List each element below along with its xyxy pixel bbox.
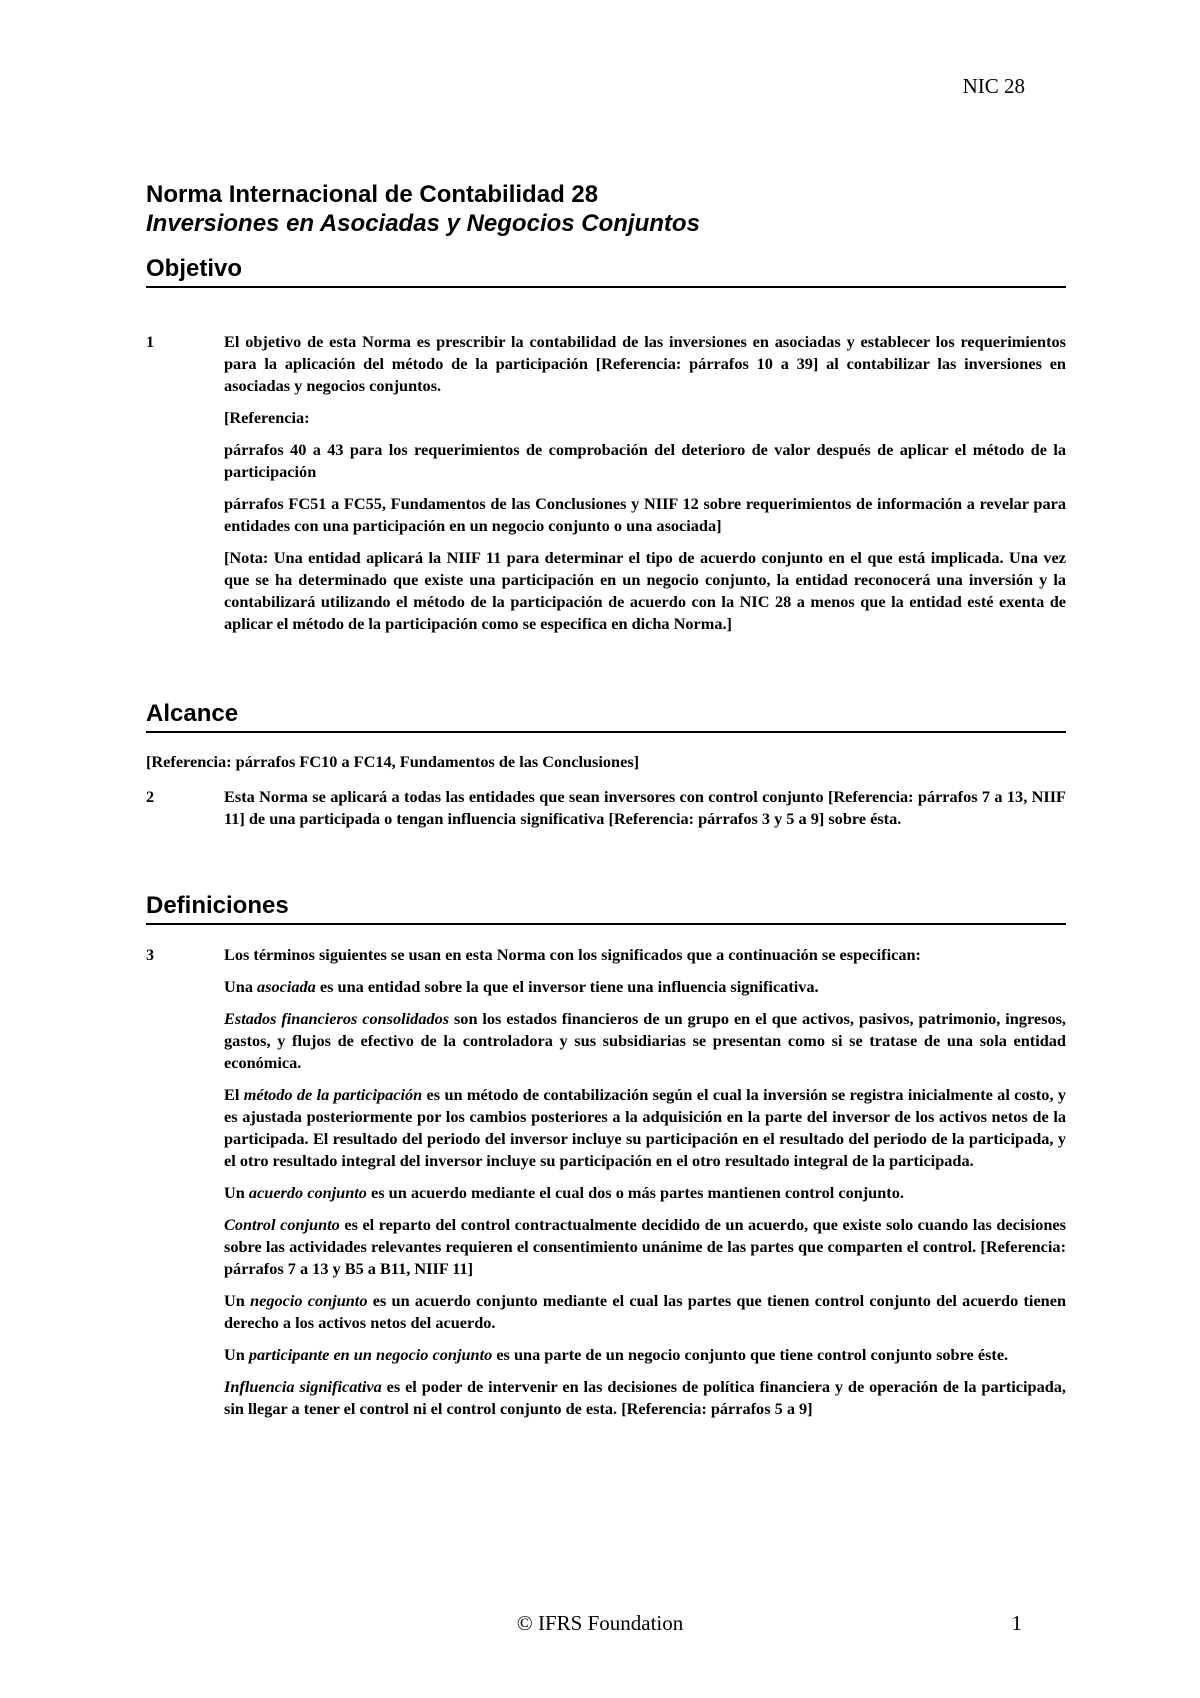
reference-line: [Referencia: párrafos FC10 a FC14, Fundamentos de las Conclusiones] xyxy=(146,752,640,771)
page-number: 1 xyxy=(1011,1611,1022,1635)
definition-influencia-significativa: Influencia significativa es el poder de intervenir en las decisiones de política financiera y de operación de la participada, sin llegar a tener el control ni el control conjunto de esta. [Referencia: párrafos 5 a 9] xyxy=(224,1377,1066,1418)
running-head: NIC 28 xyxy=(962,74,1025,98)
paragraph-1 xyxy=(146,331,1066,635)
paragraph-text: El objetivo de esta Norma es prescribir la contabilidad de las inversiones en asociadas y establecer los requerimientos para la aplicación del método de la participación [Referencia: párrafos 10 a 39] al contabilizar las inversiones en asociadas y negocios conjuntos. xyxy=(224,332,1066,395)
paragraph-text: Los términos siguientes se usan en esta Norma con los significados que a continuación se especifican: xyxy=(224,945,921,964)
defined-term: negocio conjunto xyxy=(250,1291,368,1310)
paragraph-2 xyxy=(146,786,1066,830)
paragraph-number: 3 xyxy=(146,945,155,964)
section-heading-definiciones: Definiciones xyxy=(146,891,1066,925)
paragraph-text: Esta Norma se aplicará a todas las entidades que sean inversores con control conjunto [Referencia: párrafos 7 a 13, NIIF 11] de una participada o tengan influencia significativa [Referencia: párrafos 3 y 5 a 9] sobre ésta. xyxy=(224,787,1066,828)
definition-control-conjunto: Control conjunto es el reparto del control contractualmente decidido de un acuerdo, que existe solo cuando las decisiones sobre las actividades relevantes requieren el consentimiento unánime de las partes que comparten el control. [Referencia: párrafos 7 a 13 y B5 a B11, NIIF 11] xyxy=(224,1215,1066,1278)
standard-subtitle: Inversiones en Asociadas y Negocios Conjuntos xyxy=(146,210,700,237)
paragraph-number: 1 xyxy=(146,332,155,351)
definition-metodo-participacion: El método de la participación es un método de contabilización según el cual la inversión se registra inicialmente al costo, y es ajustada posteriormente por los cambios posteriores a la adquisición en la parte del inversor de los activos netos de la participada. El resultado del periodo del inversor incluye su participación en el resultado del periodo de la participada, y el otro resultado integral del inversor incluye su participación en el otro resultado integral de la participada. xyxy=(224,1085,1066,1170)
defined-term: Influencia significativa xyxy=(224,1377,382,1396)
definition-estados-financieros: Estados financieros consolidados son los estados financieros de un grupo en el que activos, pasivos, patrimonio, ingresos, gastos, y flujos de efectivo de la controladora y sus subsidiarias se presentan como si se tratase de una sola entidad económica. xyxy=(224,1009,1066,1072)
defined-term: acuerdo conjunto xyxy=(248,1183,367,1202)
defined-term: asociada xyxy=(257,977,316,996)
section-heading-alcance: Alcance xyxy=(146,699,1066,733)
defined-term: Control conjunto xyxy=(224,1215,340,1234)
reference-open: [Referencia: xyxy=(224,408,310,427)
definition-participante: Un participante en un negocio conjunto es una parte de un negocio conjunto que tiene control conjunto sobre éste. xyxy=(224,1345,1009,1364)
paragraph-number: 2 xyxy=(146,787,155,806)
definition-acuerdo-conjunto: Un acuerdo conjunto es un acuerdo mediante el cual dos o más partes mantienen control conjunto. xyxy=(224,1183,904,1202)
definition-negocio-conjunto: Un negocio conjunto es un acuerdo conjunto mediante el cual las partes que tienen control conjunto del acuerdo tienen derecho a los activos netos del acuerdo. xyxy=(224,1291,1067,1332)
reference-item: párrafos FC51 a FC55, Fundamentos de las Conclusiones y NIIF 12 sobre requerimientos de información a revelar para entidades con una participación en un negocio conjunto o una asociada] xyxy=(224,494,1066,535)
footer-copyright: © IFRS Foundation xyxy=(516,1611,684,1635)
section-heading-objetivo: Objetivo xyxy=(146,254,1066,288)
document-title xyxy=(146,180,1066,238)
standard-title: Norma Internacional de Contabilidad 28 xyxy=(146,181,599,208)
reference-item: párrafos 40 a 43 para los requerimientos de comprobación del deterioro de valor después de aplicar el método de la participación xyxy=(224,440,1066,481)
definition-asociada: Una asociada es una entidad sobre la que el inversor tiene una influencia significativa. xyxy=(224,977,819,996)
note-text: [Nota: Una entidad aplicará la NIIF 11 para determinar el tipo de acuerdo conjunto en el que está implicada. Una vez que se ha determinado que existe una participación en un negocio conjunto, la entidad reconocerá una inversión y la contabilizará utilizando el método de la participación de acuerdo con la NIC 28 a menos que la entidad esté exenta de aplicar el método de la participación como se especifica en dicha Norma.] xyxy=(224,548,1066,633)
defined-term: método de la participación xyxy=(243,1085,423,1104)
paragraph-3 xyxy=(146,944,1066,1420)
defined-term: Estados financieros consolidados xyxy=(224,1009,450,1028)
defined-term: participante en un negocio conjunto xyxy=(248,1345,493,1364)
